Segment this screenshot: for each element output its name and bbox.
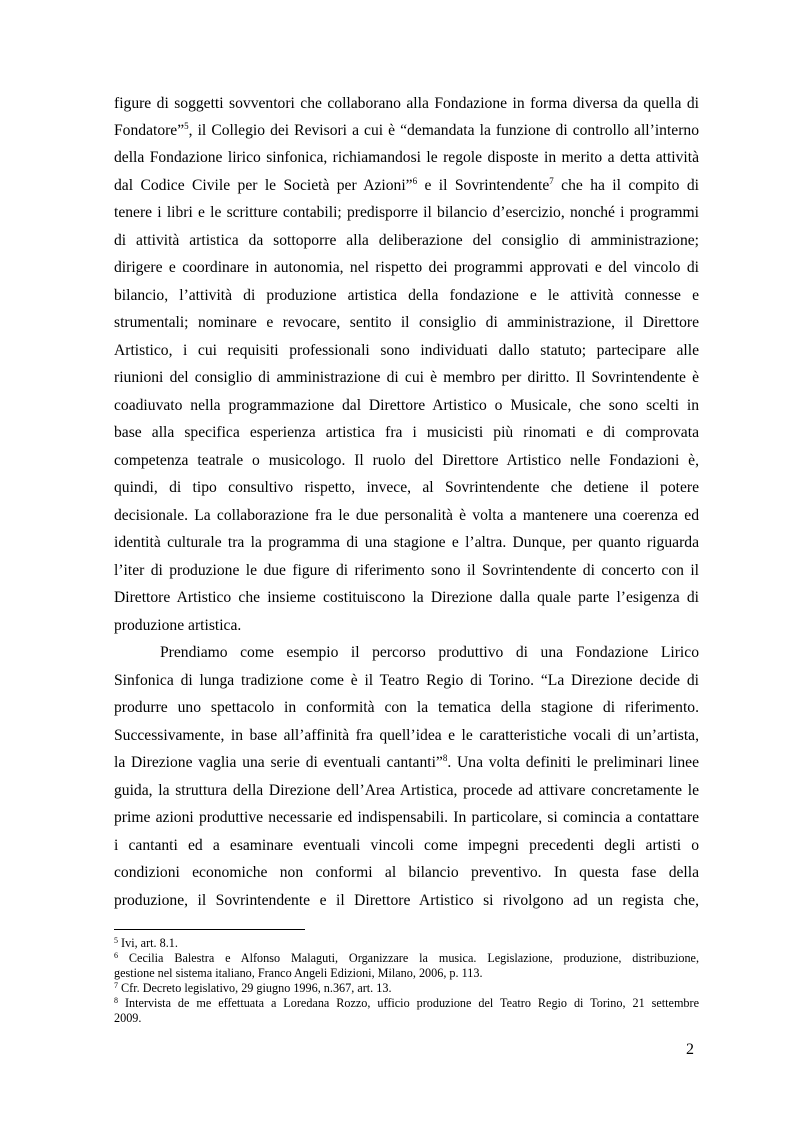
body-line: condizioni economiche non conformi al bilancio preventivo. In questa fase della xyxy=(114,864,699,881)
body-line: decisionale. La collaborazione fra le due personalità è volta a mantenere una coerenza ed xyxy=(114,507,699,524)
body-line: i cantanti ed a esaminare eventuali vincoli come impegni precedenti degli artisti o xyxy=(114,837,699,854)
text-run: e il Sovrintendente xyxy=(417,177,550,194)
footnote-continuation: gestione nel sistema italiano, Franco Angeli Edizioni, Milano, 2006, p. 113. xyxy=(114,966,483,980)
body-line: Direttore Artistico che insieme costituiscono la Direzione dalla quale parte l’esigenza di xyxy=(114,589,699,606)
body-line: prime azioni produttive necessarie ed indispensabili. In particolare, si comincia a contattare xyxy=(114,809,699,826)
footnote-number: 7 xyxy=(114,981,118,990)
text-run: , il Collegio dei Revisori a cui è “demandata la funzione di controllo all’interno xyxy=(188,122,699,139)
body-line: produrre uno spettacolo in conformità con la tematica della stagione di riferimento. xyxy=(114,699,699,716)
footnote-number: 6 xyxy=(114,951,118,960)
text-run: la Direzione vaglia una serie di eventuali cantanti” xyxy=(114,754,443,771)
body-line: coadiuvato nella programmazione dal Direttore Artistico o Musicale, che sono scelti in xyxy=(114,397,699,414)
footnote-text: Cecilia Balestra e Alfonso Malaguti, Organizzare la musica. Legislazione, produzione, distribuzione, xyxy=(128,951,699,965)
body-line: della Fondazione lirico sinfonica, richiamandosi le regole disposte in merito a detta attività xyxy=(114,149,699,166)
body-line: di attività artistica da sottoporre alla deliberazione del consiglio di amministrazione; xyxy=(114,232,699,249)
footnote-continuation: 2009. xyxy=(114,1011,142,1025)
body-line: bilancio, l’attività di produzione artistica della fondazione e le attività connesse e xyxy=(114,287,699,304)
body-line: base alla specifica esperienza artistica fra i musicisti più rinomati e di comprovata xyxy=(114,424,699,441)
text-run: . Una volta definiti le preliminari linee xyxy=(447,754,699,771)
text-run: dal Codice Civile per le Società per Azioni” xyxy=(114,177,413,194)
footnote-separator xyxy=(114,929,305,930)
footnote xyxy=(114,996,699,1011)
body-line: produzione, il Sovrintendente e il Direttore Artistico si rivolgono ad un regista che, xyxy=(114,892,699,909)
footnote-number: 8 xyxy=(114,996,118,1005)
body-line: tenere i libri e le scritture contabili; predisporre il bilancio d’esercizio, nonché i programmi xyxy=(114,204,699,221)
body-line: Successivamente, in base all’affinità fra quell’idea e le caratteristiche vocali di un’artista, xyxy=(114,727,699,744)
body-line xyxy=(114,176,699,196)
footnote xyxy=(114,936,699,951)
body-line: identità culturale tra la programma di una stagione e l’altra. Dunque, per quanto riguarda xyxy=(114,534,699,551)
footnote-number: 5 xyxy=(114,936,118,945)
body-line: competenza teatrale o musicologo. Il ruolo del Direttore Artistico nelle Fondazioni è, xyxy=(114,452,699,469)
footnote xyxy=(114,981,699,996)
body-line: l’iter di produzione le due figure di riferimento sono il Sovrintendente di concerto con il xyxy=(114,562,699,579)
body-line: guida, la struttura della Direzione dell’Area Artistica, procede ad attivare concretamente le xyxy=(114,782,699,799)
footnote xyxy=(114,951,699,966)
body-line: produzione artistica. xyxy=(114,617,242,634)
body-line: quindi, di tipo consultivo rispetto, invece, al Sovrintendente che detiene il potere xyxy=(114,479,699,496)
body-line xyxy=(114,121,699,141)
footnote-ref: 8 xyxy=(442,753,448,763)
body-line: dirigere e coordinare in autonomia, nel rispetto dei programmi approvati e del vincolo di xyxy=(114,259,699,276)
footnote-ref: 5 xyxy=(184,121,189,131)
body-line xyxy=(114,753,699,773)
footnote-text: Ivi, art. 8.1. xyxy=(121,936,178,950)
body-line: strumentali; nominare e revocare, sentito il consiglio di amministrazione, il Direttore xyxy=(114,314,699,331)
body-line: riunioni del consiglio di amministrazione di cui è membro per diritto. Il Sovrintendente è xyxy=(114,369,699,386)
footnote-ref: 7 xyxy=(549,176,554,186)
text-run: che ha il compito di xyxy=(553,177,699,194)
footnote-ref: 6 xyxy=(412,176,418,186)
footnote-text: Intervista de me effettuata a Loredana Rozzo, ufficio produzione del Teatro Regio di Torino, 21 settembre xyxy=(124,996,699,1010)
body-line: Sinfonica di lunga tradizione come è il Teatro Regio di Torino. “La Direzione decide di xyxy=(114,672,699,689)
body-line: figure di soggetti sovventori che collaborano alla Fondazione in forma diversa da quella di xyxy=(114,95,699,112)
text-run: Fondatore” xyxy=(114,122,185,139)
body-line: Artistico, i cui requisiti professionali sono individuati dallo statuto; partecipare alle xyxy=(114,342,699,359)
footnote-text: Cfr. Decreto legislativo, 29 giugno 1996, n.367, art. 13. xyxy=(121,981,392,995)
page-number: 2 xyxy=(686,1041,694,1058)
body-line: Prendiamo come esempio il percorso produttivo di una Fondazione Lirico xyxy=(160,644,699,661)
